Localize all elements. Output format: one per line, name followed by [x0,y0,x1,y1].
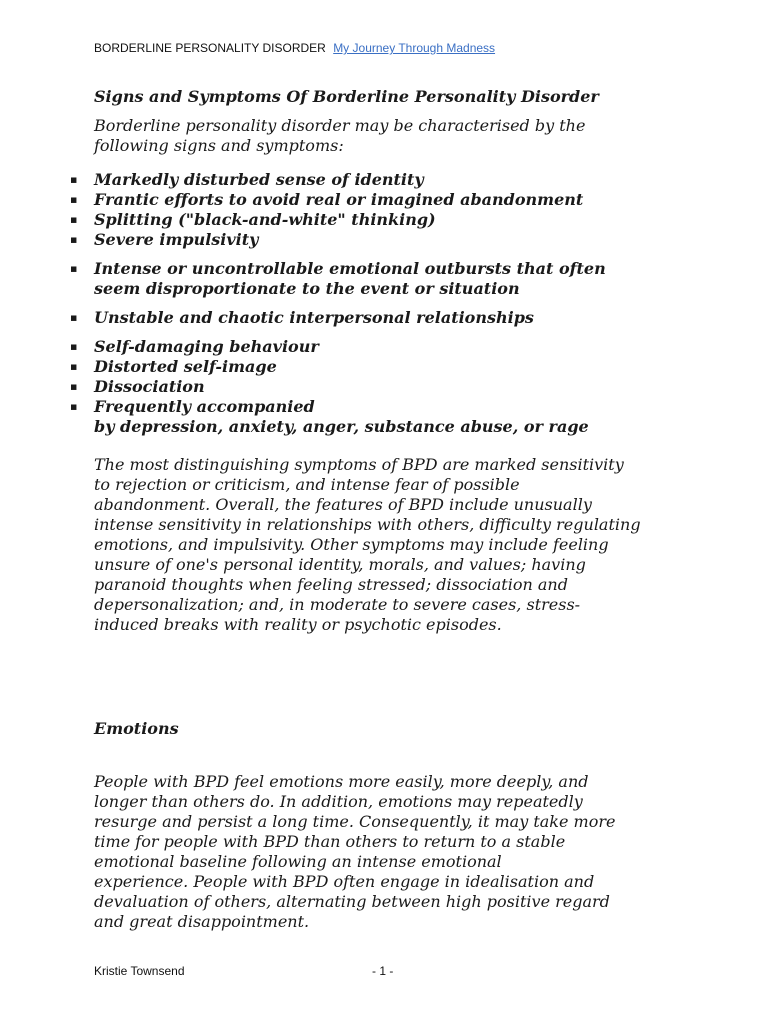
paragraph-line: The most distinguishing symptoms of BPD are marked sensitivity [94,455,624,474]
paragraph-line: experience. People with BPD often engage in idealisation and [94,872,595,891]
bullet-icon: ▪ [70,380,78,393]
emotions-paragraph [94,772,694,932]
list-item [0,190,770,210]
symptom-text-continued: by depression, anxiety, anger, substance abuse, or rage [94,417,589,436]
symptom-text: Severe impulsivity [94,230,259,249]
paragraph-line: depersonalization; and, in moderate to severe cases, stress- [94,595,581,614]
paragraph-line: People with BPD feel emotions more easily, more deeply, and [94,772,589,791]
paragraph-line: to rejection or criticism, and intense fear of possible [94,475,520,494]
bullet-icon: ▪ [70,340,78,353]
bullet-icon: ▪ [70,213,78,226]
list-item [0,397,770,437]
emotions-heading: Emotions [94,719,179,738]
section-title: Signs and Symptoms Of Borderline Personality Disorder [94,87,599,106]
paragraph-line: emotional baseline following an intense emotional [94,852,502,871]
paragraph-line: resurge and persist a long time. Consequently, it may take more [94,812,616,831]
paragraph-line: unsure of one's personal identity, morals, and values; having [94,555,586,574]
intro-line: Borderline personality disorder may be characterised by the [94,116,586,135]
list-item [0,337,770,357]
list-item [0,259,770,299]
symptom-text-continued: seem disproportionate to the event or situation [94,279,520,298]
paragraph-line: time for people with BPD than others to return to a stable [94,832,566,851]
header-title: BORDERLINE PERSONALITY DISORDER [94,41,326,55]
paragraph-line: and great disappointment. [94,912,310,931]
symptom-text: Markedly disturbed sense of identity [94,170,424,189]
list-item [0,170,770,190]
bullet-icon: ▪ [70,400,78,413]
list-item [0,210,770,230]
bullet-icon: ▪ [70,193,78,206]
paragraph-line: abandonment. Overall, the features of BPD include unusually [94,495,592,514]
bullet-icon: ▪ [70,262,78,275]
paragraph-line: induced breaks with reality or psychotic episodes. [94,615,502,634]
paragraph-line: intense sensitivity in relationships with others, difficulty regulating [94,515,641,534]
bpd-features-paragraph [94,455,694,635]
paragraph-line: devaluation of others, alternating between high positive regard [94,892,610,911]
symptom-text: Distorted self-image [94,357,277,376]
bullet-icon: ▪ [70,233,78,246]
symptom-text: Intense or uncontrollable emotional outbursts that often [94,259,606,278]
list-item [0,308,770,328]
symptom-text: Frequently accompanied [94,397,315,416]
page-header [94,41,495,55]
intro-paragraph [94,116,654,156]
footer-author: Kristie Townsend [94,964,185,978]
intro-line: following signs and symptoms: [94,136,344,155]
symptom-text: Self-damaging behaviour [94,337,319,356]
bullet-icon: ▪ [70,360,78,373]
list-item [0,230,770,250]
list-item [0,377,770,397]
symptom-text: Dissociation [94,377,205,396]
header-link[interactable]: My Journey Through Madness [333,41,496,55]
symptom-text: Frantic efforts to avoid real or imagined abandonment [94,190,584,209]
symptoms-list [0,170,770,437]
list-item [0,357,770,377]
bullet-icon: ▪ [70,173,78,186]
bullet-icon: ▪ [70,311,78,324]
page-number: - 1 - [372,964,394,978]
symptom-text: Unstable and chaotic interpersonal relationships [94,308,534,327]
paragraph-line: emotions, and impulsivity. Other symptoms may include feeling [94,535,609,554]
paragraph-line: paranoid thoughts when feeling stressed; dissociation and [94,575,568,594]
symptom-text: Splitting ("black-and-white" thinking) [94,210,436,229]
paragraph-line: longer than others do. In addition, emotions may repeatedly [94,792,583,811]
